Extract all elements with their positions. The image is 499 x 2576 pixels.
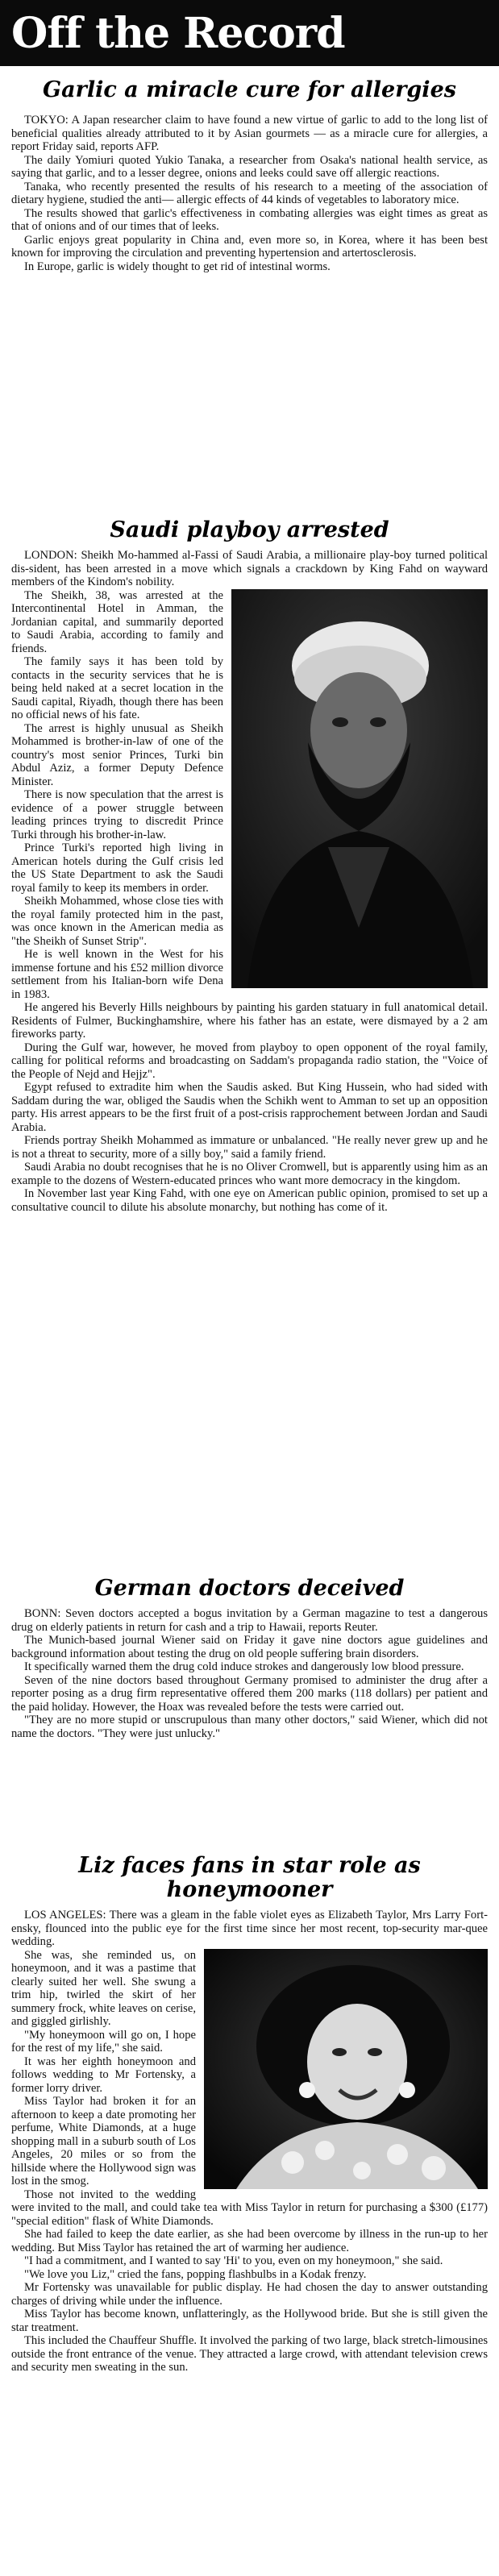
paragraph: The results showed that garlic's effectiveness in combating allergies was eight times as great as that of onions and of our times that of leeks. xyxy=(11,206,488,233)
headline-garlic: Garlic a miracle cure for allergies xyxy=(43,77,456,102)
paragraph: The family says it has been told by contacts in the security services that he is being held naked at a secret location in the Saudi capital, Riyadh, though there has been no official news of his fate. xyxy=(11,655,223,721)
sheikh-portrait-image xyxy=(231,589,488,988)
paragraph: Tanaka, who recently presented the results of his research to a meeting of the association of dietary hygiene, studied the anti— allergic effects of 44 kinds of vegetables to laboratory mice. xyxy=(11,180,488,206)
paragraph: Miss Taylor had broken it for an afternoon to keep a date promoting her perfume, White Diamonds, at a huge shopping mall in a suburb south of Los Angeles, 20 miles or so from the hillside where the Hollywood sign was lost in the smog. xyxy=(11,2095,196,2188)
liz-taylor-image xyxy=(204,1949,488,2189)
paragraph: "My honeymoon will go on, I hope for the rest of my life," she said. xyxy=(11,2028,196,2055)
paragraph: Seven of the nine doctors based throughout Germany promised to administer the drug after a reporter posing as a drug firm representative offered them 200 marks (118 dollars) per patient and the paid holiday. However, the Hoax was revealed before the tests were carried out. xyxy=(11,1673,488,1714)
paragraph: Egypt refused to extradite him when the Saudis asked. But King Hussein, who had sided with Saddam during the war, obliged the Saudis when the Schikh went to Amman to set up an opposition party. His arrest appears to be the first fruit of a post-crisis rapprochement between Jordan and Saudi Arabia. xyxy=(11,1081,488,1134)
liz-taylor-photo xyxy=(204,1949,488,2189)
paragraph: Sheikh Mohammed, whose close ties with the royal family protected him in the past, was once known in the American media as "the Sheikh of Sunset Strip". xyxy=(11,895,223,948)
paragraph: In November last year King Fahd, with one eye on American public opinion, promised to set up a consultative council to dilute his absolute monarchy, but nothing has come of it. xyxy=(11,1187,488,1214)
paragraph: TOKYO: A Japan researcher claim to have found a new virtue of garlic to add to the long list of beneficial qualities already attributed to it by Asian gourmets — as a miracle cure for allergies, a report Friday said, reports AFP. xyxy=(11,114,488,153)
paragraph: BONN: Seven doctors accepted a bogus invitation by a German magazine to test a dangerous drug on elderly patients in return for cash and a trip to Hawaii, reports Reuter. xyxy=(11,1607,488,1634)
paragraph: She had failed to keep the date earlier, as she had been overcome by illness in the run-up to her wedding. But Miss Taylor has retained the art of warming her audience. xyxy=(11,2228,488,2254)
paragraph: It was her eighth honeymoon and follows wedding to Mr Fortensky, a former lorry driver. xyxy=(11,2055,196,2095)
headline-german-doctors: German doctors deceived xyxy=(94,1576,405,1601)
paragraph: He angered his Beverly Hills neighbours by painting his garden statuary in full anatomical detail. Residents of Fulmer, Buckinghamshire, where his father has an estate, were dismayed by a 2 am fireworks party. xyxy=(11,1001,488,1041)
paragraph: There is now speculation that the arrest is evidence of a power struggle between leading princes trying to discredit Prince Turki through his brother-in-law. xyxy=(11,788,223,841)
paragraph: LOS ANGELES: There was a gleam in the fable violet eyes as Elizabeth Taylor, Mrs Larry Fort-ensky, flounced into the public eye for the first time since her most recent, top-security mar-quee wedding. xyxy=(11,1909,488,1948)
paragraph: It specifically warned them the drug cold induce strokes and dangerously low blood pressure. xyxy=(24,1660,464,1673)
paragraph: Prince Turki's reported high living in American hotels during the Gulf crisis led the US State Department to ask the Saudi royal family to keep its members in order. xyxy=(11,841,223,895)
paragraph: The Sheikh, 38, was arrested at the Intercontinental Hotel in Amman, the Jordanian capital, and summarily deported to Saudi Arabia, according to family and friends. xyxy=(11,588,223,655)
paragraph: Saudi Arabia no doubt recognises that he is no Oliver Cromwell, but is apparently using him as an example to the dozens of Western-educated princes who want more democracy in the kingdom. xyxy=(11,1161,488,1187)
paragraph: Friends portray Sheikh Mohammed as immature or unbalanced. "He really never grew up and he is not a threat to security, more of a silly boy," said a family friend. xyxy=(11,1134,488,1161)
headline-liz: Liz faces fans in star role as honeymooner xyxy=(78,1853,421,1902)
paragraph: "We love you Liz," cried the fans, popping flashbulbs in a Kodak frenzy. xyxy=(24,2267,367,2281)
paragraph: The arrest is highly unusual as Sheikh Mohammed is brother-in-law of one of the country's most senior Princes, Turki bin Abdul Aziz, a former Deputy Defence Minister. xyxy=(11,721,223,788)
paragraph: "I had a commitment, and I wanted to say 'Hi' to you, even on my honeymoon," she said. xyxy=(24,2254,443,2267)
sheikh-photo xyxy=(231,589,488,988)
paragraph: Garlic enjoys great popularity in China and, even more so, in Korea, where it has been best known for improving the circulation and preventing hypertension and artertosclerosis. xyxy=(11,233,488,260)
paragraph: In Europe, garlic is widely thought to get rid of intestinal worms. xyxy=(24,260,331,273)
paragraph: Those not invited to the wedding were invited to the mall, and could take tea with Miss Taylor in return for purchasing a $300 (£177) "special edition" flask of White Diamonds. xyxy=(11,2188,488,2228)
paragraph: Miss Taylor has become known, unflatteringly, as the Hollywood bride. But she is still given the star treatment. xyxy=(11,2308,488,2334)
paragraph: Mr Fortensky was unavailable for public display. He had chosen the day to answer outstanding charges of driving while under the influence. xyxy=(11,2281,488,2308)
paragraph: He is well known in the West for his immense fortune and his £52 million divorce settlement from his Italian-born wife Dena in 1983. xyxy=(11,948,223,1001)
article-garlic xyxy=(11,77,488,273)
masthead xyxy=(0,0,499,66)
masthead-title: Off the Record xyxy=(11,8,345,58)
paragraph: LONDON: Sheikh Mo-hammed al-Fassi of Saudi Arabia, a millionaire play-boy turned political dis-sident, has been arrested in a move which signals a crackdown by King Fahd on wayward members of the Kindom's nobility. xyxy=(11,549,488,588)
paragraph: This included the Chauffeur Shuffle. It involved the parking of two large, black stretch-limousines outside the front entrance of the venue. They attracted a large crowd, with attendant television crews and security men sweating in the sun. xyxy=(11,2334,488,2374)
article-german-doctors xyxy=(11,1577,488,1740)
paragraph: She was, she reminded us, on honeymoon, and it was a pastime that clearly suited her well. She swung a trim hip, twirled the skirt of her summery frock, white leaves on cerise, and giggled girlishly. xyxy=(11,1948,196,2028)
paragraph: The daily Yomiuri quoted Yukio Tanaka, a researcher from Osaka's national health service, as saying that garlic, and to a lesser degree, onions and leeks could save off allergic reactions. xyxy=(11,153,488,180)
paragraph: During the Gulf war, however, he moved from playboy to open opponent of the royal family, calling for political reforms and broadcasting on Saddam's propaganda radio station, the "Voice of the People of Nejd and Hejjz". xyxy=(11,1041,488,1081)
paragraph: "They are no more stupid or unscrupulous than many other doctors," said Wiener, which did not name the doctors. "They were just unlucky." xyxy=(11,1714,488,1740)
article-liz-taylor xyxy=(11,1854,488,2374)
headline-saudi: Saudi playboy arrested xyxy=(110,517,389,542)
paragraph: The Munich-based journal Wiener said on Friday it gave nine doctors ague guidelines and background information about testing the drug on old people suffering brain disorders. xyxy=(11,1634,488,1660)
article-saudi xyxy=(11,518,488,1214)
